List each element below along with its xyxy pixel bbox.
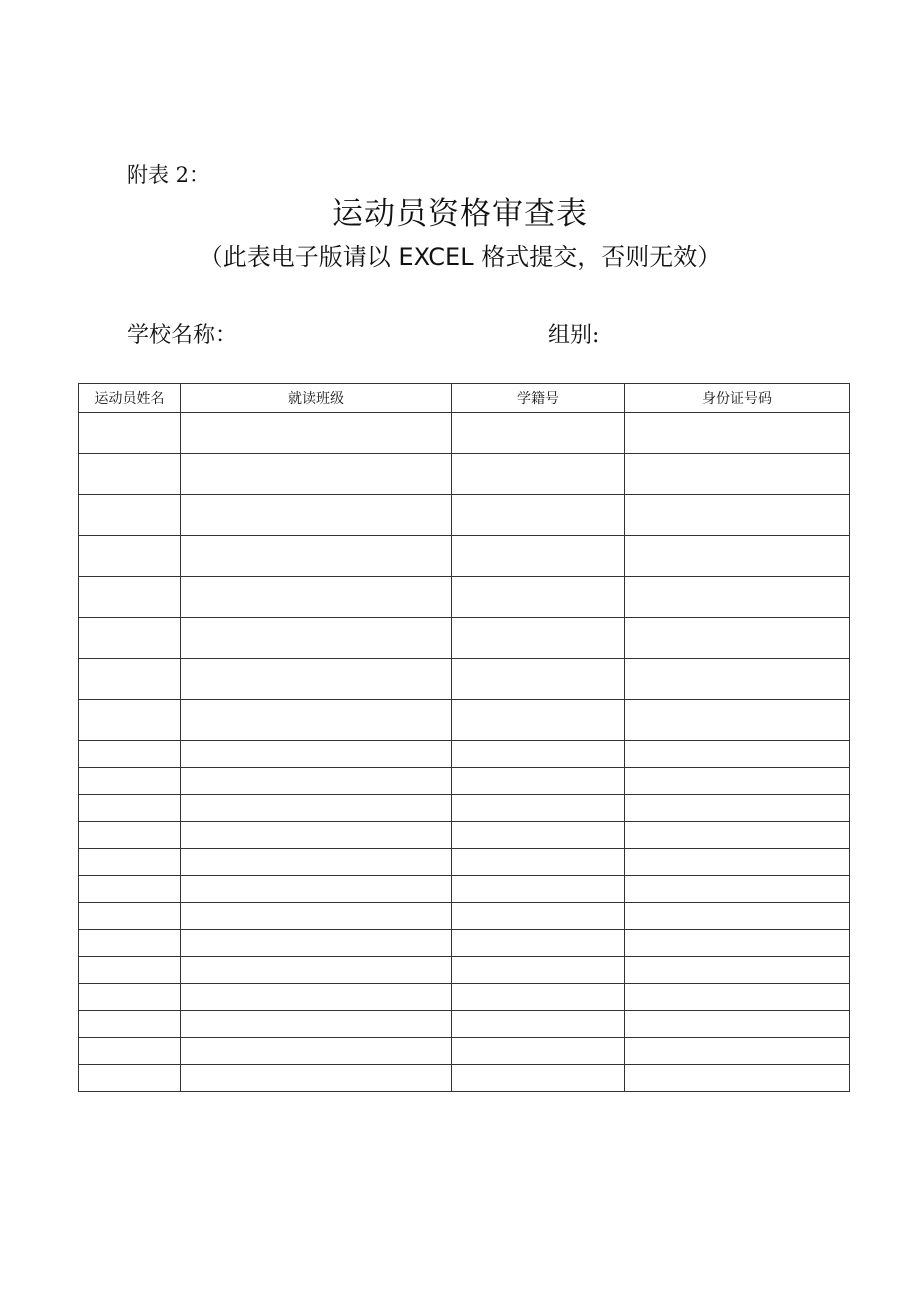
cell-id-number[interactable] bbox=[625, 741, 850, 768]
column-header-class: 就读班级 bbox=[181, 384, 452, 413]
cell-class[interactable] bbox=[181, 659, 452, 700]
cell-student-id[interactable] bbox=[452, 536, 625, 577]
page-subtitle: （此表电子版请以 EXCEL 格式提交，否则无效） bbox=[198, 243, 722, 271]
cell-class[interactable] bbox=[181, 1038, 452, 1065]
table-row bbox=[79, 930, 850, 957]
cell-student-id[interactable] bbox=[452, 700, 625, 741]
cell-name[interactable] bbox=[79, 413, 181, 454]
column-header-id-number: 身份证号码 bbox=[625, 384, 850, 413]
table-row bbox=[79, 536, 850, 577]
cell-class[interactable] bbox=[181, 795, 452, 822]
athlete-table bbox=[78, 383, 850, 1092]
cell-student-id[interactable] bbox=[452, 957, 625, 984]
cell-class[interactable] bbox=[181, 618, 452, 659]
table-row bbox=[79, 413, 850, 454]
table-row bbox=[79, 903, 850, 930]
cell-name[interactable] bbox=[79, 795, 181, 822]
cell-student-id[interactable] bbox=[452, 1011, 625, 1038]
table-row bbox=[79, 618, 850, 659]
cell-name[interactable] bbox=[79, 577, 181, 618]
table-row bbox=[79, 741, 850, 768]
cell-name[interactable] bbox=[79, 849, 181, 876]
cell-id-number[interactable] bbox=[625, 930, 850, 957]
cell-student-id[interactable] bbox=[452, 1038, 625, 1065]
cell-id-number[interactable] bbox=[625, 659, 850, 700]
cell-class[interactable] bbox=[181, 876, 452, 903]
cell-student-id[interactable] bbox=[452, 577, 625, 618]
cell-id-number[interactable] bbox=[625, 795, 850, 822]
cell-student-id[interactable] bbox=[452, 454, 625, 495]
cell-name[interactable] bbox=[79, 876, 181, 903]
table-row bbox=[79, 659, 850, 700]
table-row bbox=[79, 577, 850, 618]
cell-name[interactable] bbox=[79, 957, 181, 984]
cell-student-id[interactable] bbox=[452, 984, 625, 1011]
cell-student-id[interactable] bbox=[452, 930, 625, 957]
cell-class[interactable] bbox=[181, 1065, 452, 1092]
cell-student-id[interactable] bbox=[452, 413, 625, 454]
cell-id-number[interactable] bbox=[625, 903, 850, 930]
cell-class[interactable] bbox=[181, 536, 452, 577]
cell-id-number[interactable] bbox=[625, 413, 850, 454]
cell-class[interactable] bbox=[181, 413, 452, 454]
cell-name[interactable] bbox=[79, 495, 181, 536]
cell-id-number[interactable] bbox=[625, 495, 850, 536]
cell-id-number[interactable] bbox=[625, 454, 850, 495]
cell-class[interactable] bbox=[181, 957, 452, 984]
cell-student-id[interactable] bbox=[452, 822, 625, 849]
cell-id-number[interactable] bbox=[625, 957, 850, 984]
cell-class[interactable] bbox=[181, 822, 452, 849]
table-body bbox=[79, 413, 850, 1092]
table-row bbox=[79, 1038, 850, 1065]
table-row bbox=[79, 849, 850, 876]
cell-name[interactable] bbox=[79, 1011, 181, 1038]
cell-student-id[interactable] bbox=[452, 659, 625, 700]
cell-name[interactable] bbox=[79, 741, 181, 768]
table-row bbox=[79, 795, 850, 822]
cell-student-id[interactable] bbox=[452, 741, 625, 768]
cell-name[interactable] bbox=[79, 618, 181, 659]
cell-student-id[interactable] bbox=[452, 768, 625, 795]
cell-class[interactable] bbox=[181, 495, 452, 536]
table-row bbox=[79, 495, 850, 536]
table-row bbox=[79, 454, 850, 495]
cell-id-number[interactable] bbox=[625, 768, 850, 795]
athlete-table-container bbox=[78, 383, 849, 1092]
cell-student-id[interactable] bbox=[452, 903, 625, 930]
table-header-row bbox=[79, 384, 850, 413]
cell-id-number[interactable] bbox=[625, 1065, 850, 1092]
cell-student-id[interactable] bbox=[452, 795, 625, 822]
page-title: 运动员资格审查表 bbox=[332, 196, 588, 232]
cell-name[interactable] bbox=[79, 1038, 181, 1065]
cell-class[interactable] bbox=[181, 454, 452, 495]
column-header-student-id: 学籍号 bbox=[452, 384, 625, 413]
cell-name[interactable] bbox=[79, 659, 181, 700]
cell-class[interactable] bbox=[181, 903, 452, 930]
cell-id-number[interactable] bbox=[625, 536, 850, 577]
table-row bbox=[79, 957, 850, 984]
column-header-name: 运动员姓名 bbox=[79, 384, 181, 413]
table-row bbox=[79, 1065, 850, 1092]
cell-class[interactable] bbox=[181, 930, 452, 957]
cell-id-number[interactable] bbox=[625, 1038, 850, 1065]
cell-name[interactable] bbox=[79, 700, 181, 741]
cell-name[interactable] bbox=[79, 536, 181, 577]
cell-class[interactable] bbox=[181, 849, 452, 876]
cell-id-number[interactable] bbox=[625, 876, 850, 903]
cell-class[interactable] bbox=[181, 984, 452, 1011]
cell-class[interactable] bbox=[181, 741, 452, 768]
cell-id-number[interactable] bbox=[625, 700, 850, 741]
cell-class[interactable] bbox=[181, 700, 452, 741]
cell-student-id[interactable] bbox=[452, 1065, 625, 1092]
table-row bbox=[79, 984, 850, 1011]
cell-name[interactable] bbox=[79, 454, 181, 495]
table-row bbox=[79, 876, 850, 903]
cell-id-number[interactable] bbox=[625, 984, 850, 1011]
cell-name[interactable] bbox=[79, 903, 181, 930]
cell-name[interactable] bbox=[79, 822, 181, 849]
cell-class[interactable] bbox=[181, 577, 452, 618]
cell-student-id[interactable] bbox=[452, 495, 625, 536]
table-row bbox=[79, 700, 850, 741]
table-row bbox=[79, 822, 850, 849]
group-label: 组别: bbox=[548, 323, 600, 348]
cell-id-number[interactable] bbox=[625, 849, 850, 876]
school-name-label: 学校名称： bbox=[127, 323, 238, 348]
cell-name[interactable] bbox=[79, 930, 181, 957]
cell-student-id[interactable] bbox=[452, 876, 625, 903]
cell-name[interactable] bbox=[79, 768, 181, 795]
appendix-label: 附表 2： bbox=[127, 163, 211, 187]
table-row bbox=[79, 768, 850, 795]
cell-name[interactable] bbox=[79, 984, 181, 1011]
cell-student-id[interactable] bbox=[452, 849, 625, 876]
cell-student-id[interactable] bbox=[452, 618, 625, 659]
cell-class[interactable] bbox=[181, 768, 452, 795]
cell-id-number[interactable] bbox=[625, 577, 850, 618]
cell-id-number[interactable] bbox=[625, 618, 850, 659]
cell-class[interactable] bbox=[181, 1011, 452, 1038]
cell-name[interactable] bbox=[79, 1065, 181, 1092]
table-row bbox=[79, 1011, 850, 1038]
cell-id-number[interactable] bbox=[625, 1011, 850, 1038]
cell-id-number[interactable] bbox=[625, 822, 850, 849]
